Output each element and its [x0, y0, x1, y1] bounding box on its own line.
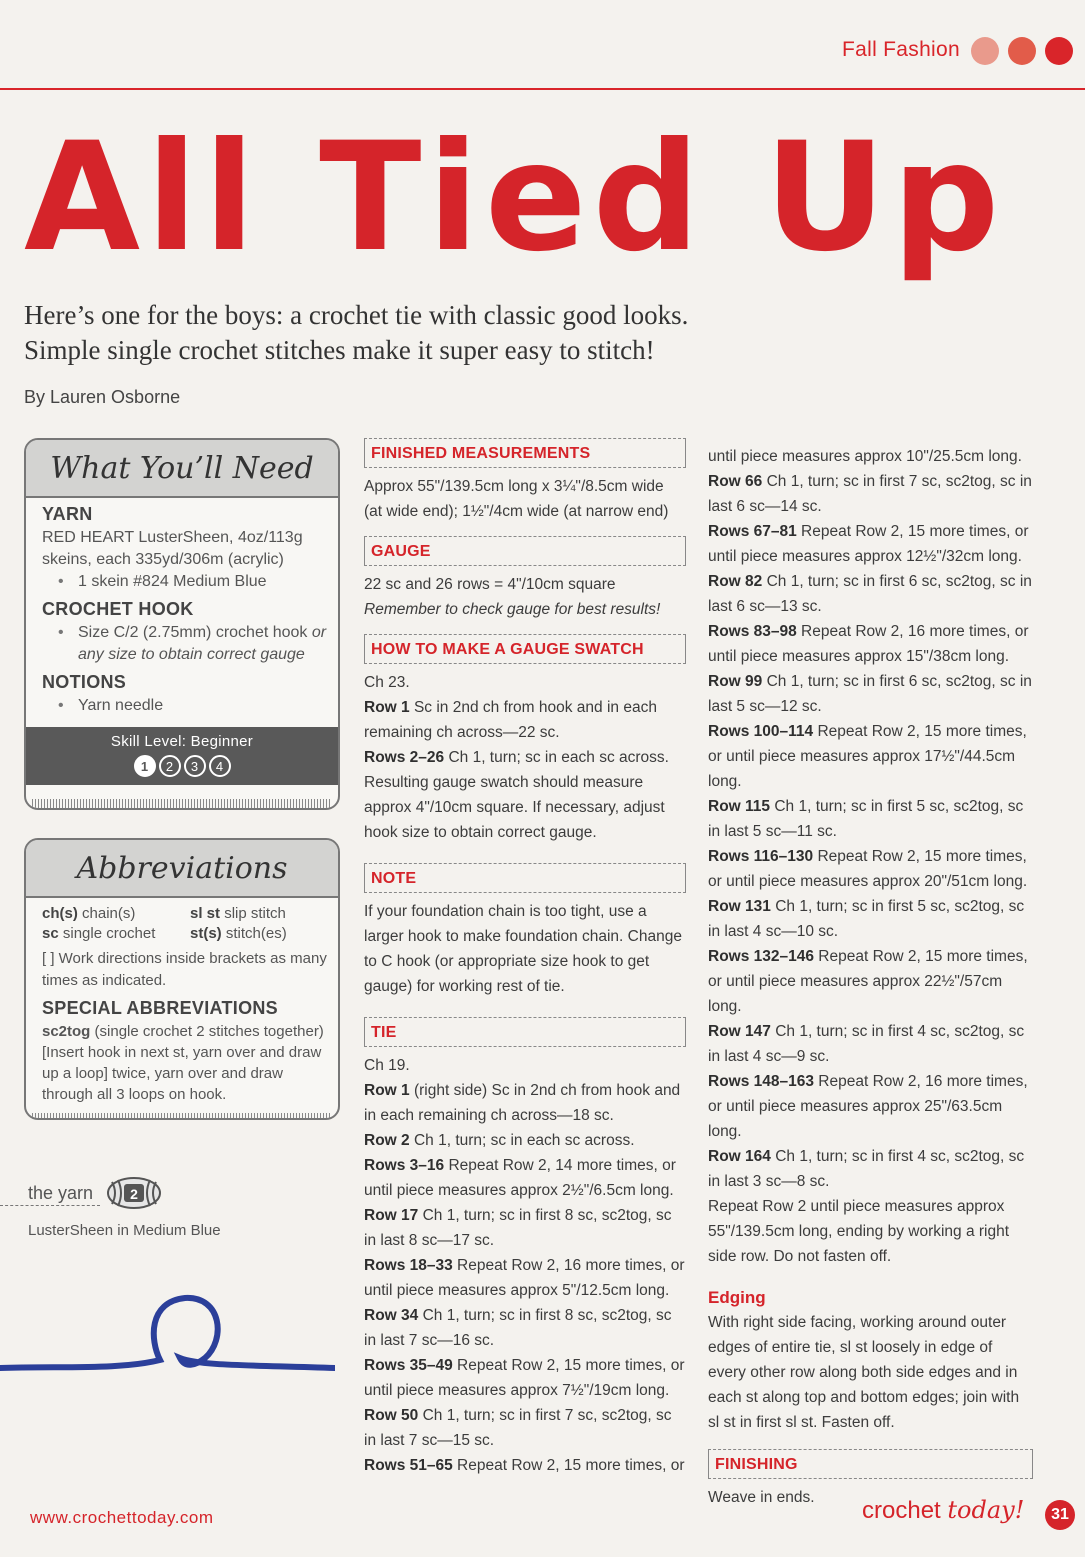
- instructions-column-1: [364, 438, 686, 1478]
- subtitle-line: Simple single crochet stitches make it super easy to stitch!: [24, 335, 655, 365]
- section-heading: TIE: [364, 1017, 686, 1047]
- card-edge: [32, 1113, 332, 1120]
- instruction-row: Row 66 Ch 1, turn; sc in first 7 sc, sc2tog, sc in last 6 sc—14 sc.: [708, 473, 1032, 515]
- subtitle-line: Here’s one for the boys: a crochet tie with classic good looks.: [24, 300, 689, 330]
- section-heading: FINISHED MEASUREMENTS: [364, 438, 686, 468]
- abbr-entry: sl st slip stitch: [190, 905, 286, 922]
- instruction-row: Row 1 (right side) Sc in 2nd ch from hook and in each remaining ch across—18 sc.: [364, 1082, 681, 1124]
- decor-dot: [1045, 37, 1073, 65]
- gauge-note: Remember to check gauge for best results!: [364, 601, 661, 618]
- skill-level-circle: 3: [184, 755, 206, 777]
- abbr-entry: ch(s) chain(s): [42, 905, 136, 922]
- subtitle: [24, 298, 784, 368]
- edging-text: With right side facing, working around outer edges of entire tie, sl st loosely in edge of every other row along both side edges and in each st along top and bottom edges; join with sl st in first sl st. Fasten off.: [708, 1314, 1020, 1431]
- section-label: Fall Fashion: [842, 38, 960, 61]
- skill-label: Skill Level: Beginner: [110, 733, 254, 750]
- page-title: All Tied Up: [24, 111, 1006, 285]
- skill-level-bar: [26, 727, 338, 785]
- instruction-row: Row 50 Ch 1, turn; sc in first 7 sc, sc2tog, sc in last 7 sc—15 sc.: [364, 1407, 672, 1449]
- instruction-row: Rows 100–114 Repeat Row 2, 15 more times, or until piece measures approx 17½"/44.5cm long.: [708, 723, 1027, 790]
- gauge-text: 22 sc and 26 rows = 4"/10cm square: [364, 576, 616, 593]
- special-abbr-heading: SPECIAL ABBREVIATIONS: [42, 998, 278, 1018]
- instruction-row: Rows 51–65 Repeat Row 2, 15 more times, or: [364, 1457, 685, 1474]
- instruction-row: Rows 2–26 Ch 1, turn; sc in each sc across. Resulting gauge swatch should measure approx 4"/10cm square. If necessary, adjust hook size to obtain correct gauge.: [364, 749, 669, 841]
- instruction-row: Row 147 Ch 1, turn; sc in first 4 sc, sc2tog, sc in last 4 sc—9 sc.: [708, 1023, 1025, 1065]
- section-heading: NOTE: [364, 863, 686, 893]
- decor-dot: [971, 37, 999, 65]
- repeat-text: Repeat Row 2 until piece measures approx 55"/139.5cm long, ending by working a right side row. Do not fasten off.: [708, 1198, 1010, 1265]
- tie-chain: Ch 19.: [364, 1057, 410, 1074]
- abbreviations-card: [24, 838, 340, 1120]
- yarn-heading: YARN: [42, 504, 93, 524]
- yarn-weight-icon: [104, 1176, 164, 1210]
- instruction-row: Row 99 Ch 1, turn; sc in first 6 sc, sc2tog, sc in last 5 sc—12 sc.: [708, 673, 1032, 715]
- note-text: If your foundation chain is too tight, use a larger hook to make foundation chain. Change to C hook (or appropriate size hook to get gauge) for working rest of tie.: [364, 903, 682, 995]
- magazine-logo: crochet today!: [862, 1496, 1025, 1524]
- yarn-caption: LusterSheen in Medium Blue: [28, 1222, 221, 1239]
- instruction-row: Rows 83–98 Repeat Row 2, 16 more times, or until piece measures approx 15"/38cm long.: [708, 623, 1029, 665]
- sc2tog-definition: sc2tog (single crochet 2 stitches together) [Insert hook in next st, yarn over and draw up a loop] twice, yarn over and draw through all 3 loops on hook.: [42, 1023, 324, 1103]
- yarn-line: skeins, each 335yd/306m (acrylic): [42, 551, 284, 568]
- instruction-row: Row 34 Ch 1, turn; sc in first 8 sc, sc2tog, sc in last 7 sc—16 sc.: [364, 1307, 672, 1349]
- skill-level-circle: 1: [134, 755, 156, 777]
- yarn-weight-number: 2: [130, 1186, 138, 1202]
- instruction-row: Rows 35–49 Repeat Row 2, 15 more times, or until piece measures approx 7½"/19cm long.: [364, 1357, 685, 1399]
- instruction-row: Rows 148–163 Repeat Row 2, 16 more times, or until piece measures approx 25"/63.5cm long.: [708, 1073, 1028, 1140]
- continued-text: until piece measures approx 10"/25.5cm long.: [708, 448, 1022, 465]
- card-edge: [32, 799, 332, 809]
- swatch-chain: Ch 23.: [364, 674, 410, 691]
- page-number: 31: [1045, 1500, 1075, 1530]
- instruction-row: Row 1 Sc in 2nd ch from hook and in each remaining ch across—22 sc.: [364, 699, 657, 741]
- instruction-row: Row 17 Ch 1, turn; sc in first 8 sc, sc2tog, sc in last 8 sc—17 sc.: [364, 1207, 672, 1249]
- yarn-label: the yarn: [28, 1183, 94, 1203]
- instruction-row: Row 131 Ch 1, turn; sc in first 5 sc, sc2tog, sc in last 4 sc—10 sc.: [708, 898, 1025, 940]
- hook-heading: CROCHET HOOK: [42, 599, 194, 619]
- card-heading: What You’ll Need: [26, 440, 338, 498]
- brackets-note: [ ] Work directions inside brackets as many times as indicated.: [42, 950, 327, 989]
- footer-url[interactable]: www.crochettoday.com: [30, 1508, 214, 1527]
- instruction-row: Rows 18–33 Repeat Row 2, 16 more times, or until piece measures approx 5"/12.5cm long.: [364, 1257, 685, 1299]
- instruction-row: Rows 132–146 Repeat Row 2, 15 more times, or until piece measures approx 22½"/57cm long.: [708, 948, 1028, 1015]
- finishing-text: Weave in ends.: [708, 1489, 815, 1506]
- instruction-row: Row 2 Ch 1, turn; sc in each sc across.: [364, 1132, 635, 1149]
- hook-bullet: [42, 622, 338, 666]
- edging-heading: Edging: [708, 1288, 766, 1307]
- section-heading: HOW TO MAKE A GAUGE SWATCH: [364, 634, 686, 664]
- yarn-label-dash: [0, 1205, 100, 1206]
- instruction-row: Row 115 Ch 1, turn; sc in first 5 sc, sc2tog, sc in last 5 sc—11 sc.: [708, 798, 1024, 840]
- instruction-row: Rows 3–16 Repeat Row 2, 14 more times, or until piece measures approx 2½"/6.5cm long.: [364, 1157, 676, 1199]
- header-rule: [0, 88, 1085, 90]
- instruction-row: Rows 116–130 Repeat Row 2, 15 more times, or until piece measures approx 20"/51cm long.: [708, 848, 1028, 890]
- instruction-row: Row 82 Ch 1, turn; sc in first 6 sc, sc2tog, sc in last 6 sc—13 sc.: [708, 573, 1032, 615]
- hook-note: or any size to obtain correct gauge: [78, 624, 327, 663]
- yarn-bullet: • 1 skein #824 Medium Blue: [42, 571, 338, 593]
- abbr-entry: sc single crochet: [42, 925, 156, 942]
- byline: By Lauren Osborne: [24, 387, 181, 407]
- abbr-grid: [42, 904, 338, 944]
- notions-bullet: • Yarn needle: [42, 695, 338, 717]
- instructions-column-2: [708, 444, 1033, 1510]
- yarn-line: RED HEART LusterSheen, 4oz/113g: [42, 529, 303, 546]
- skill-level-circle: 4: [209, 755, 231, 777]
- what-you-need-card: [24, 438, 340, 810]
- section-heading: GAUGE: [364, 536, 686, 566]
- yarn-strand-image: [0, 1280, 335, 1390]
- notions-heading: NOTIONS: [42, 672, 127, 692]
- instruction-row: Rows 67–81 Repeat Row 2, 15 more times, or until piece measures approx 12½"/32cm long.: [708, 523, 1029, 565]
- instruction-row: Row 164 Ch 1, turn; sc in first 4 sc, sc2tog, sc in last 3 sc—8 sc.: [708, 1148, 1025, 1190]
- card-heading: Abbreviations: [26, 840, 338, 898]
- decor-dot: [1008, 37, 1036, 65]
- section-heading: FINISHING: [708, 1449, 1033, 1479]
- finished-measurements: Approx 55"/139.5cm long x 3¼"/8.5cm wide (at wide end); 1½"/4cm wide (at narrow end): [364, 478, 669, 520]
- skill-circles: [26, 755, 338, 777]
- hook-size: Size C/2 (2.75mm) crochet hook: [78, 624, 312, 641]
- skill-level-circle: 2: [159, 755, 181, 777]
- abbr-entry: st(s) stitch(es): [190, 925, 287, 942]
